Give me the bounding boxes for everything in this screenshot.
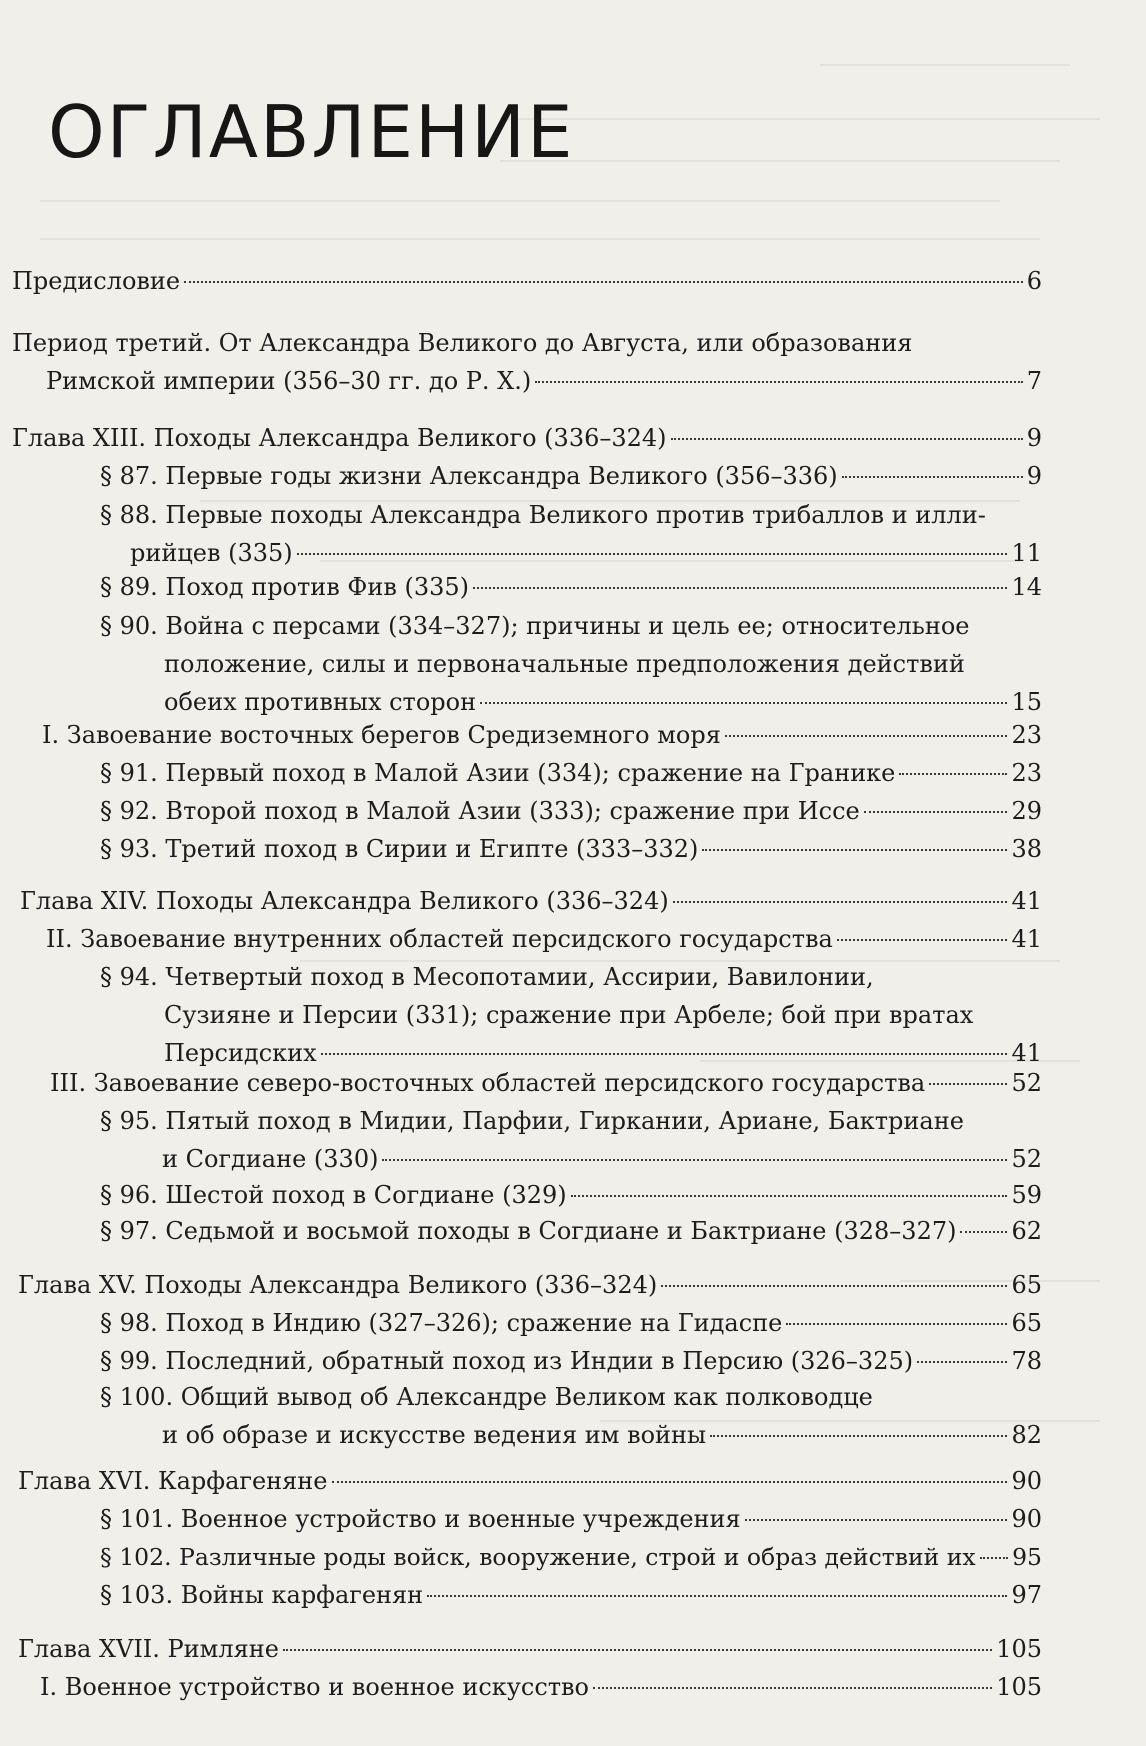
- dot-leader: [480, 702, 1007, 704]
- dot-leader: [297, 553, 1008, 555]
- toc-entry-title: § 99. Последний, обратный поход из Индии в Персию (326–325): [100, 1347, 914, 1375]
- toc-entry-title: I. Военное устройство и военное искусство: [40, 1673, 589, 1701]
- dot-leader: [837, 939, 1008, 941]
- dot-leader: [321, 1053, 1008, 1055]
- toc-page-number: 82: [1011, 1421, 1042, 1449]
- dot-leader: [745, 1519, 1008, 1521]
- dot-leader: [702, 849, 1007, 851]
- dot-leader: [671, 438, 1023, 440]
- dot-leader: [661, 1285, 1007, 1287]
- dot-leader: [283, 1649, 992, 1651]
- toc-entry-title: Сузияне и Персии (331); сражение при Арбеле; бой при вратах: [164, 1001, 974, 1029]
- toc-entry-title: Глава XIII. Походы Александра Великого (336–324): [12, 424, 667, 452]
- dot-leader: [980, 1557, 1008, 1559]
- dot-leader: [786, 1323, 1007, 1325]
- toc-entry-title: обеих противных сторон: [164, 688, 477, 716]
- toc-page-number: 52: [1011, 1145, 1042, 1173]
- toc-entry-title: § 102. Различные роды войск, вооружение, строй и образ действий их: [100, 1543, 976, 1571]
- toc-entry-title: и Согдиане (330): [162, 1145, 379, 1173]
- toc-entry-title: § 89. Поход против Фив (335): [100, 573, 470, 601]
- toc-entry-title: II. Завоевание внутренних областей персидского государства: [46, 925, 833, 953]
- toc-entry-title: Глава XVI. Карфагеняне: [18, 1467, 328, 1495]
- toc-page-number: 78: [1011, 1347, 1042, 1375]
- toc-entry-title: III. Завоевание северо-восточных областей персидского государства: [50, 1069, 926, 1097]
- toc-page-number: 29: [1011, 797, 1042, 825]
- toc-entry-title: § 97. Седьмой и восьмой походы в Согдиане и Бактриане (328–327): [100, 1217, 957, 1245]
- toc-entry-title: положение, силы и первоначальные предположения действий: [164, 650, 965, 678]
- dot-leader: [929, 1083, 1007, 1085]
- dot-leader: [673, 901, 1008, 903]
- toc-page-number: 105: [996, 1673, 1042, 1701]
- dot-leader: [899, 773, 1007, 775]
- toc-entry-title: § 90. Война с персами (334–327); причины и цель ее; относительное: [100, 612, 970, 640]
- toc-entry-title: Глава XVII. Римляне: [18, 1635, 279, 1663]
- toc-page-number: 23: [1011, 759, 1042, 787]
- dot-leader: [960, 1231, 1007, 1233]
- toc-entry-title: § 87. Первые годы жизни Александра Великого (356–336): [100, 462, 838, 490]
- toc-page-number: 23: [1011, 721, 1042, 749]
- toc-entry-title: I. Завоевание восточных берегов Средиземного моря: [42, 721, 721, 749]
- toc-page-number: 41: [1011, 1039, 1042, 1067]
- dot-leader: [725, 735, 1008, 737]
- dot-leader: [710, 1435, 1007, 1437]
- dot-leader: [535, 381, 1022, 383]
- toc-page-number: 95: [1012, 1543, 1042, 1571]
- toc-entry-title: Период третий. От Александра Великого до Августа, или образования: [12, 329, 913, 357]
- dot-leader: [427, 1595, 1007, 1597]
- toc-entry-title: Предисловие: [12, 267, 181, 295]
- dot-leader: [593, 1687, 992, 1689]
- toc-page-number: 90: [1011, 1505, 1042, 1533]
- toc-page-number: 52: [1011, 1069, 1042, 1097]
- toc-entry-title: Глава XIV. Походы Александра Великого (336–324): [20, 887, 669, 915]
- toc-page-number: 65: [1011, 1271, 1042, 1299]
- toc-page-number: 62: [1011, 1217, 1042, 1245]
- toc-page-number: 105: [996, 1635, 1042, 1663]
- dot-leader: [864, 811, 1008, 813]
- toc-entry-title: § 95. Пятый поход в Мидии, Парфии, Гиркании, Ариане, Бактриане: [100, 1107, 964, 1135]
- toc-page-number: 97: [1011, 1581, 1042, 1609]
- toc-page-number: 9: [1026, 462, 1042, 490]
- toc-page-number: 90: [1011, 1467, 1042, 1495]
- toc-entry-title: Римской империи (356–30 гг. до Р. Х.): [46, 367, 532, 395]
- toc-page-number: 14: [1011, 573, 1042, 601]
- page-title: ОГЛАВЛЕНИЕ: [48, 90, 575, 174]
- dot-leader: [571, 1195, 1008, 1197]
- toc-page-number: 41: [1011, 887, 1042, 915]
- toc-entry-title: § 94. Четвертый поход в Месопотамии, Ассирии, Вавилонии,: [100, 963, 874, 991]
- toc-entry-title: и об образе и искусстве ведения им войны: [162, 1421, 707, 1449]
- toc-entry-title: § 88. Первые походы Александра Великого против трибаллов и илли-: [100, 501, 986, 529]
- toc-entry-title: § 96. Шестой поход в Согдиане (329): [100, 1181, 567, 1209]
- toc-page-number: 59: [1011, 1181, 1042, 1209]
- toc-entry-title: § 103. Войны карфагенян: [100, 1581, 424, 1609]
- toc-page-number: 41: [1011, 925, 1042, 953]
- dot-leader: [473, 587, 1007, 589]
- toc-page-number: 7: [1026, 367, 1042, 395]
- toc-page-number: 65: [1011, 1309, 1042, 1337]
- dot-leader: [382, 1159, 1007, 1161]
- toc-entry-title: § 101. Военное устройство и военные учреждения: [100, 1505, 741, 1533]
- toc-page-number: 9: [1026, 424, 1042, 452]
- toc-entry-title: Персидских: [164, 1039, 317, 1067]
- toc-entry-title: § 93. Третий поход в Сирии и Египте (333–332): [100, 835, 699, 863]
- dot-leader: [332, 1481, 1008, 1483]
- dot-leader: [184, 281, 1023, 283]
- toc-entry-title: рийцев (335): [130, 539, 293, 567]
- toc-entry-title: § 92. Второй поход в Малой Азии (333); сражение при Иссе: [100, 797, 860, 825]
- toc-page-number: 11: [1011, 539, 1042, 567]
- toc-entry-title: Глава XV. Походы Александра Великого (336–324): [18, 1271, 658, 1299]
- dot-leader: [842, 476, 1023, 478]
- toc-page-number: 6: [1026, 267, 1042, 295]
- toc-entry-title: § 98. Поход в Индию (327–326); сражение на Гидаспе: [100, 1309, 783, 1337]
- dot-leader: [917, 1361, 1007, 1363]
- toc-page-number: 15: [1011, 688, 1042, 716]
- toc-page-number: 38: [1011, 835, 1042, 863]
- toc-entry-title: § 100. Общий вывод об Александре Великом как полководце: [100, 1383, 873, 1411]
- toc-entry-title: § 91. Первый поход в Малой Азии (334); сражение на Гранике: [100, 759, 896, 787]
